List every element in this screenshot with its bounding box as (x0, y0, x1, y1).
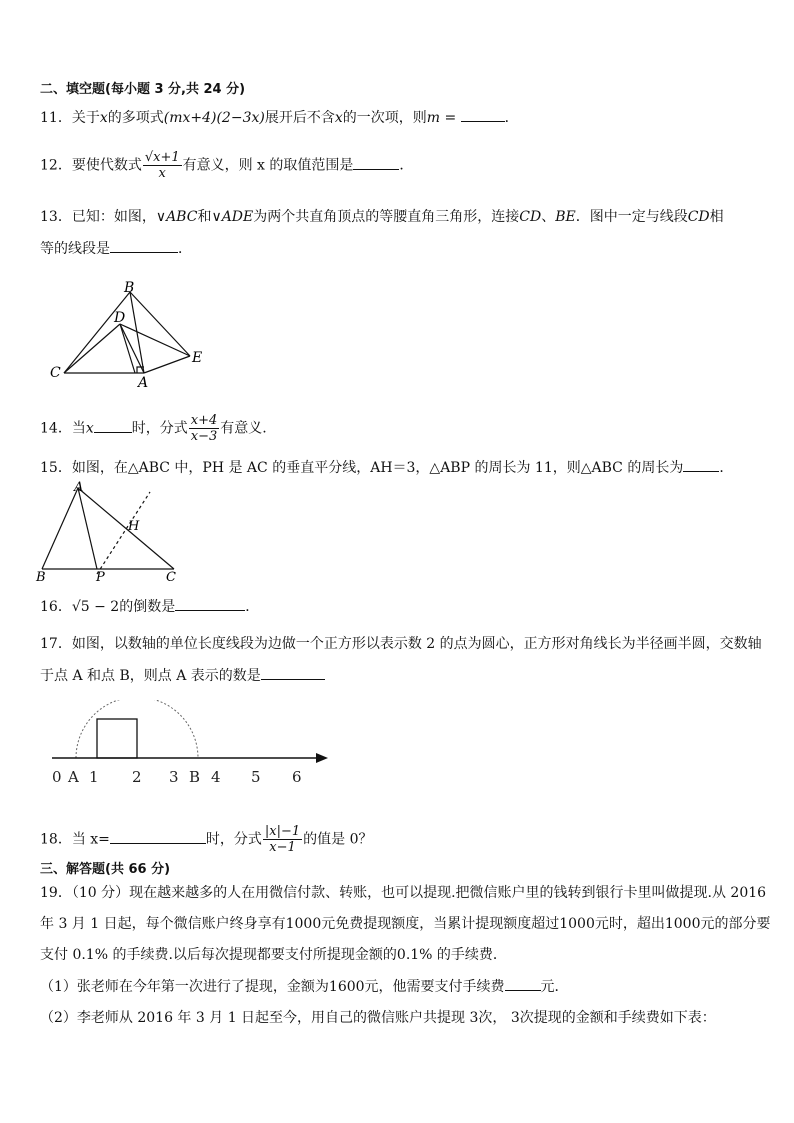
question-19-part-1 (40, 976, 569, 997)
math-expression: √5 − 2 (71, 599, 120, 615)
axis-arrow (316, 753, 328, 763)
question-number: 16． (40, 599, 72, 615)
math-expression: (mx+4)(2−3x) (163, 110, 265, 126)
axis-label-3: 3 (169, 768, 179, 786)
question-text: 13．已知：如图， (40, 209, 156, 225)
fraction-denominator: x (158, 166, 166, 181)
section-title-solutions: 三、解答题(共 66 分) (40, 862, 171, 877)
answer-blank[interactable] (353, 155, 399, 170)
figure-15-triangle (34, 478, 194, 584)
axis-label-5: 5 (251, 768, 261, 786)
point-label-p: P (96, 570, 105, 584)
answer-blank[interactable] (110, 829, 206, 844)
math-triangle: ∨ABC (155, 209, 198, 225)
answer-blank[interactable] (175, 596, 245, 611)
question-text: 的多项式 (107, 110, 164, 126)
question-11 (40, 107, 519, 128)
question-text: 等的线段是 (40, 241, 110, 257)
axis-label-b: B (189, 768, 201, 786)
fraction (143, 150, 182, 181)
question-13-line-2 (40, 238, 192, 259)
question-19-part-2: （2）李老师从 2016 年 3 月 1 日起至今，用自己的微信账户共提现 3次， 3次提现的金额和手续费如下表： (40, 1010, 716, 1026)
question-13-line-1 (40, 207, 724, 227)
axis-label-4: 4 (211, 768, 221, 786)
axis-label-1: 1 (89, 768, 99, 786)
figure-17-number-line (44, 700, 344, 788)
math-segment: CD (519, 209, 542, 225)
question-text: 当 x= (71, 831, 110, 848)
question-12 (40, 150, 413, 181)
question-text: 时，分式 (205, 831, 262, 848)
fraction-numerator: |x|−1 (264, 824, 301, 839)
math-segment: BE (555, 209, 576, 225)
question-end: ． (245, 599, 260, 615)
question-text: ．图中一定与线段 (575, 209, 688, 225)
question-text: 的倒数是 (119, 599, 176, 615)
math-variable: x (334, 110, 343, 126)
fraction-denominator: x−3 (190, 429, 218, 444)
question-text: 时，分式 (131, 420, 188, 437)
question-number: 18． (40, 831, 72, 848)
math-segment: CD (687, 209, 710, 225)
figure-13-triangles (40, 278, 220, 396)
question-text: 关于 (71, 110, 100, 126)
axis-label-6: 6 (292, 768, 302, 786)
answer-blank[interactable] (110, 238, 178, 253)
question-text: 展开后不含 (264, 110, 335, 126)
question-text: 要使代数式 (71, 157, 142, 174)
question-19-line-2: 年 3 月 1 日起，每个微信账户终身享有1000元免费提现额度，当累计提现额度超过1000元时，超出1000元的部分要 (40, 916, 771, 932)
question-text: 于点 A 和点 B，则点 A 表示的数是 (40, 668, 261, 684)
question-end: ． (178, 241, 192, 257)
fraction-numerator: √x+1 (144, 150, 180, 165)
question-14 (40, 413, 267, 444)
question-16 (40, 596, 259, 617)
question-19-line-1: 19．（10 分）现在越来越多的人在用微信付款、转账，也可以提现.把微信账户里的钱转到银行卡里叫做提现.从 2016 (40, 885, 767, 901)
question-number: 11． (40, 110, 72, 126)
fraction-numerator: x+4 (190, 413, 218, 428)
question-18 (40, 824, 373, 855)
fraction (263, 824, 302, 855)
question-17-line-2 (40, 665, 325, 686)
question-text: 当 (71, 420, 86, 437)
math-variable: m (426, 110, 441, 126)
equals-sign: = (440, 110, 461, 126)
question-19-line-3: 支付 0.1% 的手续费.以后每次提现都要支付所提现金额的0.1% 的手续费． (40, 947, 507, 963)
question-text: 的一次项，则 (342, 110, 427, 126)
question-text: 相 (709, 209, 724, 225)
axis-label-a: A (68, 768, 79, 786)
math-triangle: ∨ADE (211, 209, 254, 225)
section-title-fill-blank: 二、填空题(每小题 3 分,共 24 分) (40, 82, 246, 97)
question-text: （1）张老师在今年第一次进行了提现，金额为1600元，他需要支付手续费 (40, 979, 505, 995)
question-end: ． (719, 460, 734, 476)
question-end: ． (504, 110, 519, 126)
point-label-d: D (114, 310, 126, 326)
point-label-e: E (192, 350, 203, 366)
point-label-a: A (138, 375, 149, 391)
separator: 、 (541, 209, 556, 225)
question-number: 14． (40, 420, 72, 437)
question-text: 有意义. (220, 420, 267, 437)
point-label-h: H (128, 519, 140, 534)
answer-blank[interactable] (94, 418, 132, 433)
question-text: 的值是 0？ (303, 831, 373, 848)
question-text: 15．如图，在△ABC 中，PH 是 AC 的垂直平分线，AH＝3，△ABP 的周长为 11，则△ABC 的周长为 (40, 460, 684, 476)
question-text: 元． (540, 979, 569, 995)
point-label-c: C (166, 570, 176, 584)
axis-label-0: 0 (52, 768, 62, 786)
question-text: 为两个共直角顶点的等腰直角三角形，连接 (253, 209, 520, 225)
math-variable: x (99, 110, 108, 126)
point-label-c: C (50, 365, 61, 381)
answer-blank[interactable] (505, 976, 541, 991)
point-label-b: B (124, 280, 135, 296)
question-15 (40, 457, 733, 478)
point-label-a: A (74, 480, 84, 495)
fraction-denominator: x−1 (269, 840, 296, 855)
answer-blank[interactable] (683, 457, 719, 472)
question-text: 和 (197, 209, 212, 225)
question-end: ． (399, 157, 414, 174)
unit-square (97, 719, 137, 758)
question-number: 12． (40, 157, 72, 174)
answer-blank[interactable] (461, 107, 505, 122)
question-17-line-1: 17．如图，以数轴的单位长度线段为边做一个正方形以表示数 2 的点为圆心，正方形对角线长为半径画半圆，交数轴 (40, 636, 762, 652)
math-variable: x (85, 420, 94, 437)
fraction (189, 413, 220, 444)
point-label-b: B (36, 570, 46, 584)
answer-blank[interactable] (261, 665, 325, 680)
question-text: 有意义，则 x 的取值范围是 (182, 157, 354, 174)
axis-label-2: 2 (132, 768, 142, 786)
